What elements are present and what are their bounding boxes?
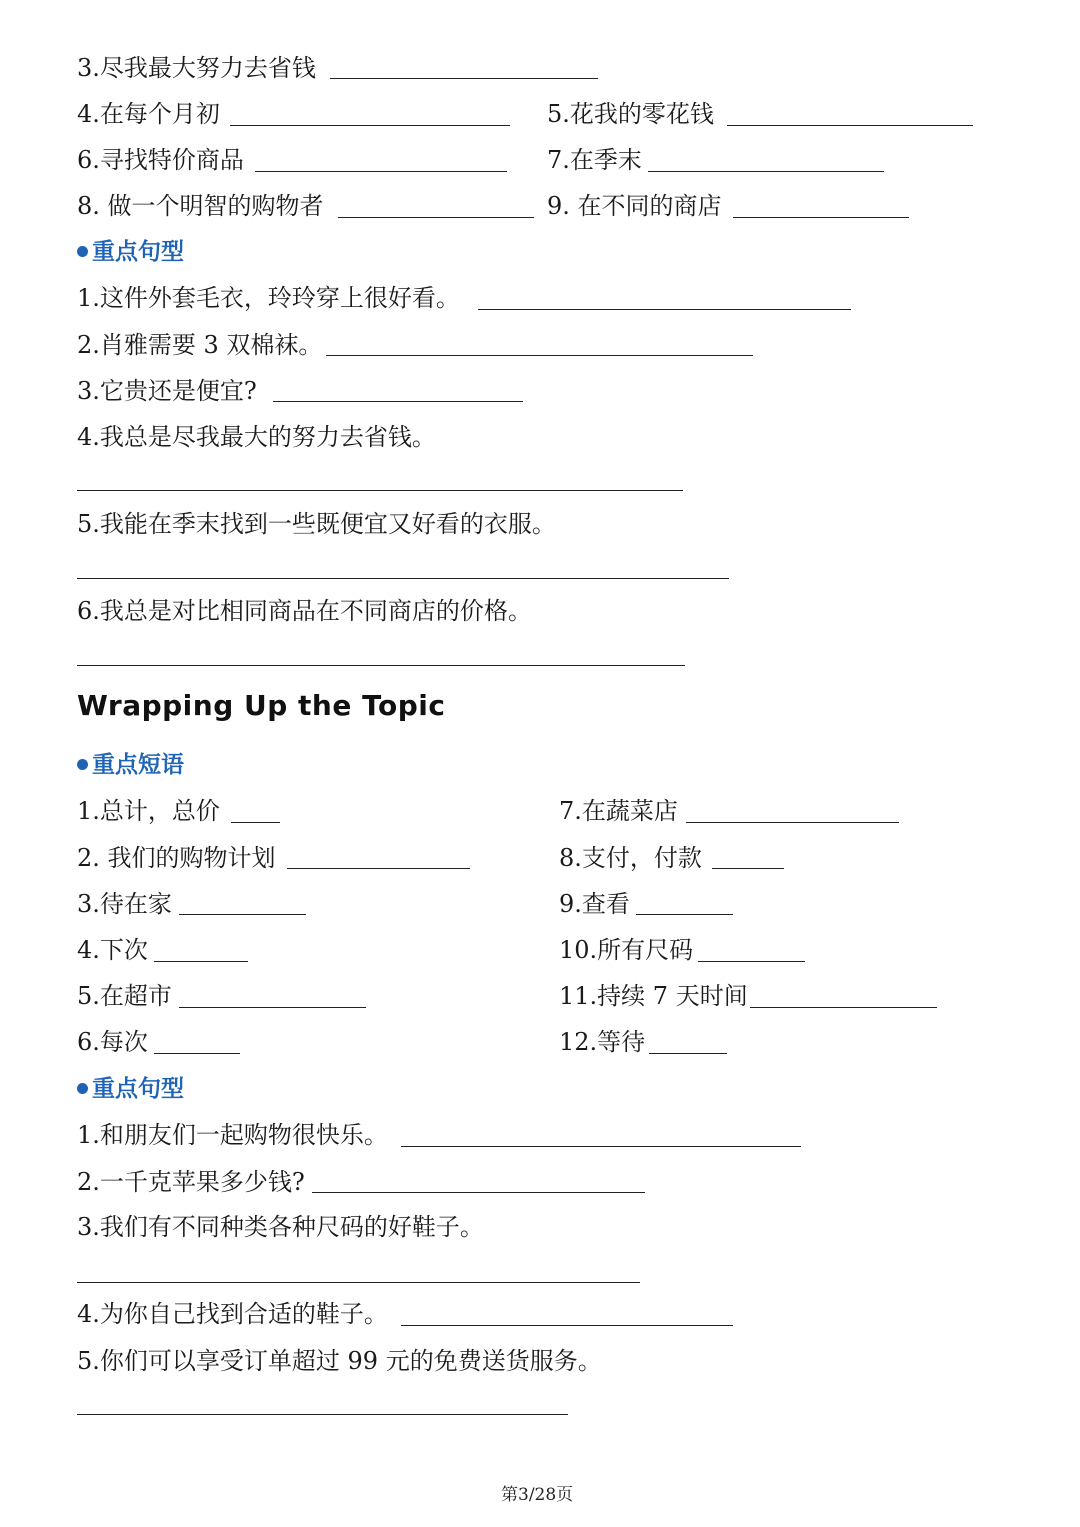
sentence-item: 3.我们有不同种类各种尺码的好鞋子。 [77,1213,484,1241]
phrase-item: 2. 我们的购物计划 [77,844,276,872]
answer-blank[interactable] [255,171,507,172]
sentence-heading: 重点句型 [77,237,184,267]
answer-blank[interactable] [636,914,733,915]
answer-blank[interactable] [750,1007,937,1008]
bullet-icon [77,1083,88,1094]
phrase-heading: 重点短语 [77,750,184,780]
phrase-item: 7.在季末 [547,146,642,174]
answer-blank[interactable] [154,1053,240,1054]
sentence-item: 1.和朋友们一起购物很快乐。 [77,1121,388,1149]
phrase-item: 8.支付，付款 [559,844,702,872]
answer-blank[interactable] [330,78,598,79]
phrase-item: 8. 做一个明智的购物者 [77,192,324,220]
phrase-item: 9.查看 [559,890,630,918]
phrase-item: 5.在超市 [77,982,172,1010]
phrase-item: 9. 在不同的商店 [547,192,722,220]
sentence-item: 2.一千克苹果多少钱? [77,1168,305,1196]
phrase-item: 10.所有尺码 [559,936,694,964]
answer-blank[interactable] [727,125,973,126]
answer-blank[interactable] [312,1192,645,1193]
answer-blank[interactable] [179,914,306,915]
answer-blank[interactable] [77,490,683,491]
phrase-item: 6.每次 [77,1028,148,1056]
answer-blank[interactable] [154,961,248,962]
phrase-item: 4.在每个月初 [77,100,220,128]
answer-blank[interactable] [686,822,899,823]
sentence-heading: 重点句型 [77,1074,184,1104]
answer-blank[interactable] [648,171,884,172]
answer-blank[interactable] [77,1282,640,1283]
answer-blank[interactable] [401,1146,801,1147]
sentence-item: 3.它贵还是便宜? [77,377,257,405]
answer-blank[interactable] [287,868,470,869]
phrase-item: 7.在蔬菜店 [559,797,678,825]
phrase-item: 6.寻找特价商品 [77,146,244,174]
phrase-item: 11.持续 7 天时间 [559,982,748,1010]
bullet-icon [77,246,88,257]
answer-blank[interactable] [401,1325,733,1326]
sentence-item: 2.肖雅需要 3 双棉袜。 [77,331,323,359]
answer-blank[interactable] [712,868,784,869]
bullet-icon [77,759,88,770]
answer-blank[interactable] [230,125,510,126]
phrase-item: 5.花我的零花钱 [547,100,714,128]
sentence-item: 4.我总是尽我最大的努力去省钱。 [77,423,436,451]
phrase-item: 4.下次 [77,936,148,964]
answer-blank[interactable] [77,578,729,579]
answer-blank[interactable] [326,355,753,356]
sentence-item: 4.为你自己找到合适的鞋子。 [77,1300,388,1328]
phrase-item: 3.尽我最大努力去省钱 [77,54,316,82]
answer-blank[interactable] [649,1053,727,1054]
phrase-item: 1.总计，总价 [77,797,220,825]
answer-blank[interactable] [698,961,805,962]
answer-blank[interactable] [733,217,909,218]
answer-blank[interactable] [231,822,280,823]
sentence-item: 1.这件外套毛衣，玲玲穿上很好看。 [77,284,460,312]
answer-blank[interactable] [273,401,523,402]
sentence-item: 6.我总是对比相同商品在不同商店的价格。 [77,597,532,625]
answer-blank[interactable] [179,1007,366,1008]
sentence-item: 5.你们可以享受订单超过 99 元的免费送货服务。 [77,1347,602,1375]
phrase-item: 3.待在家 [77,890,172,918]
answer-blank[interactable] [77,665,685,666]
section-title: Wrapping Up the Topic [77,689,446,722]
answer-blank[interactable] [478,309,851,310]
answer-blank[interactable] [77,1414,568,1415]
answer-blank[interactable] [338,217,534,218]
sentence-item: 5.我能在季末找到一些既便宜又好看的衣服。 [77,510,556,538]
phrase-item: 12.等待 [559,1028,646,1056]
page-number: 第3/28页 [501,1485,574,1505]
